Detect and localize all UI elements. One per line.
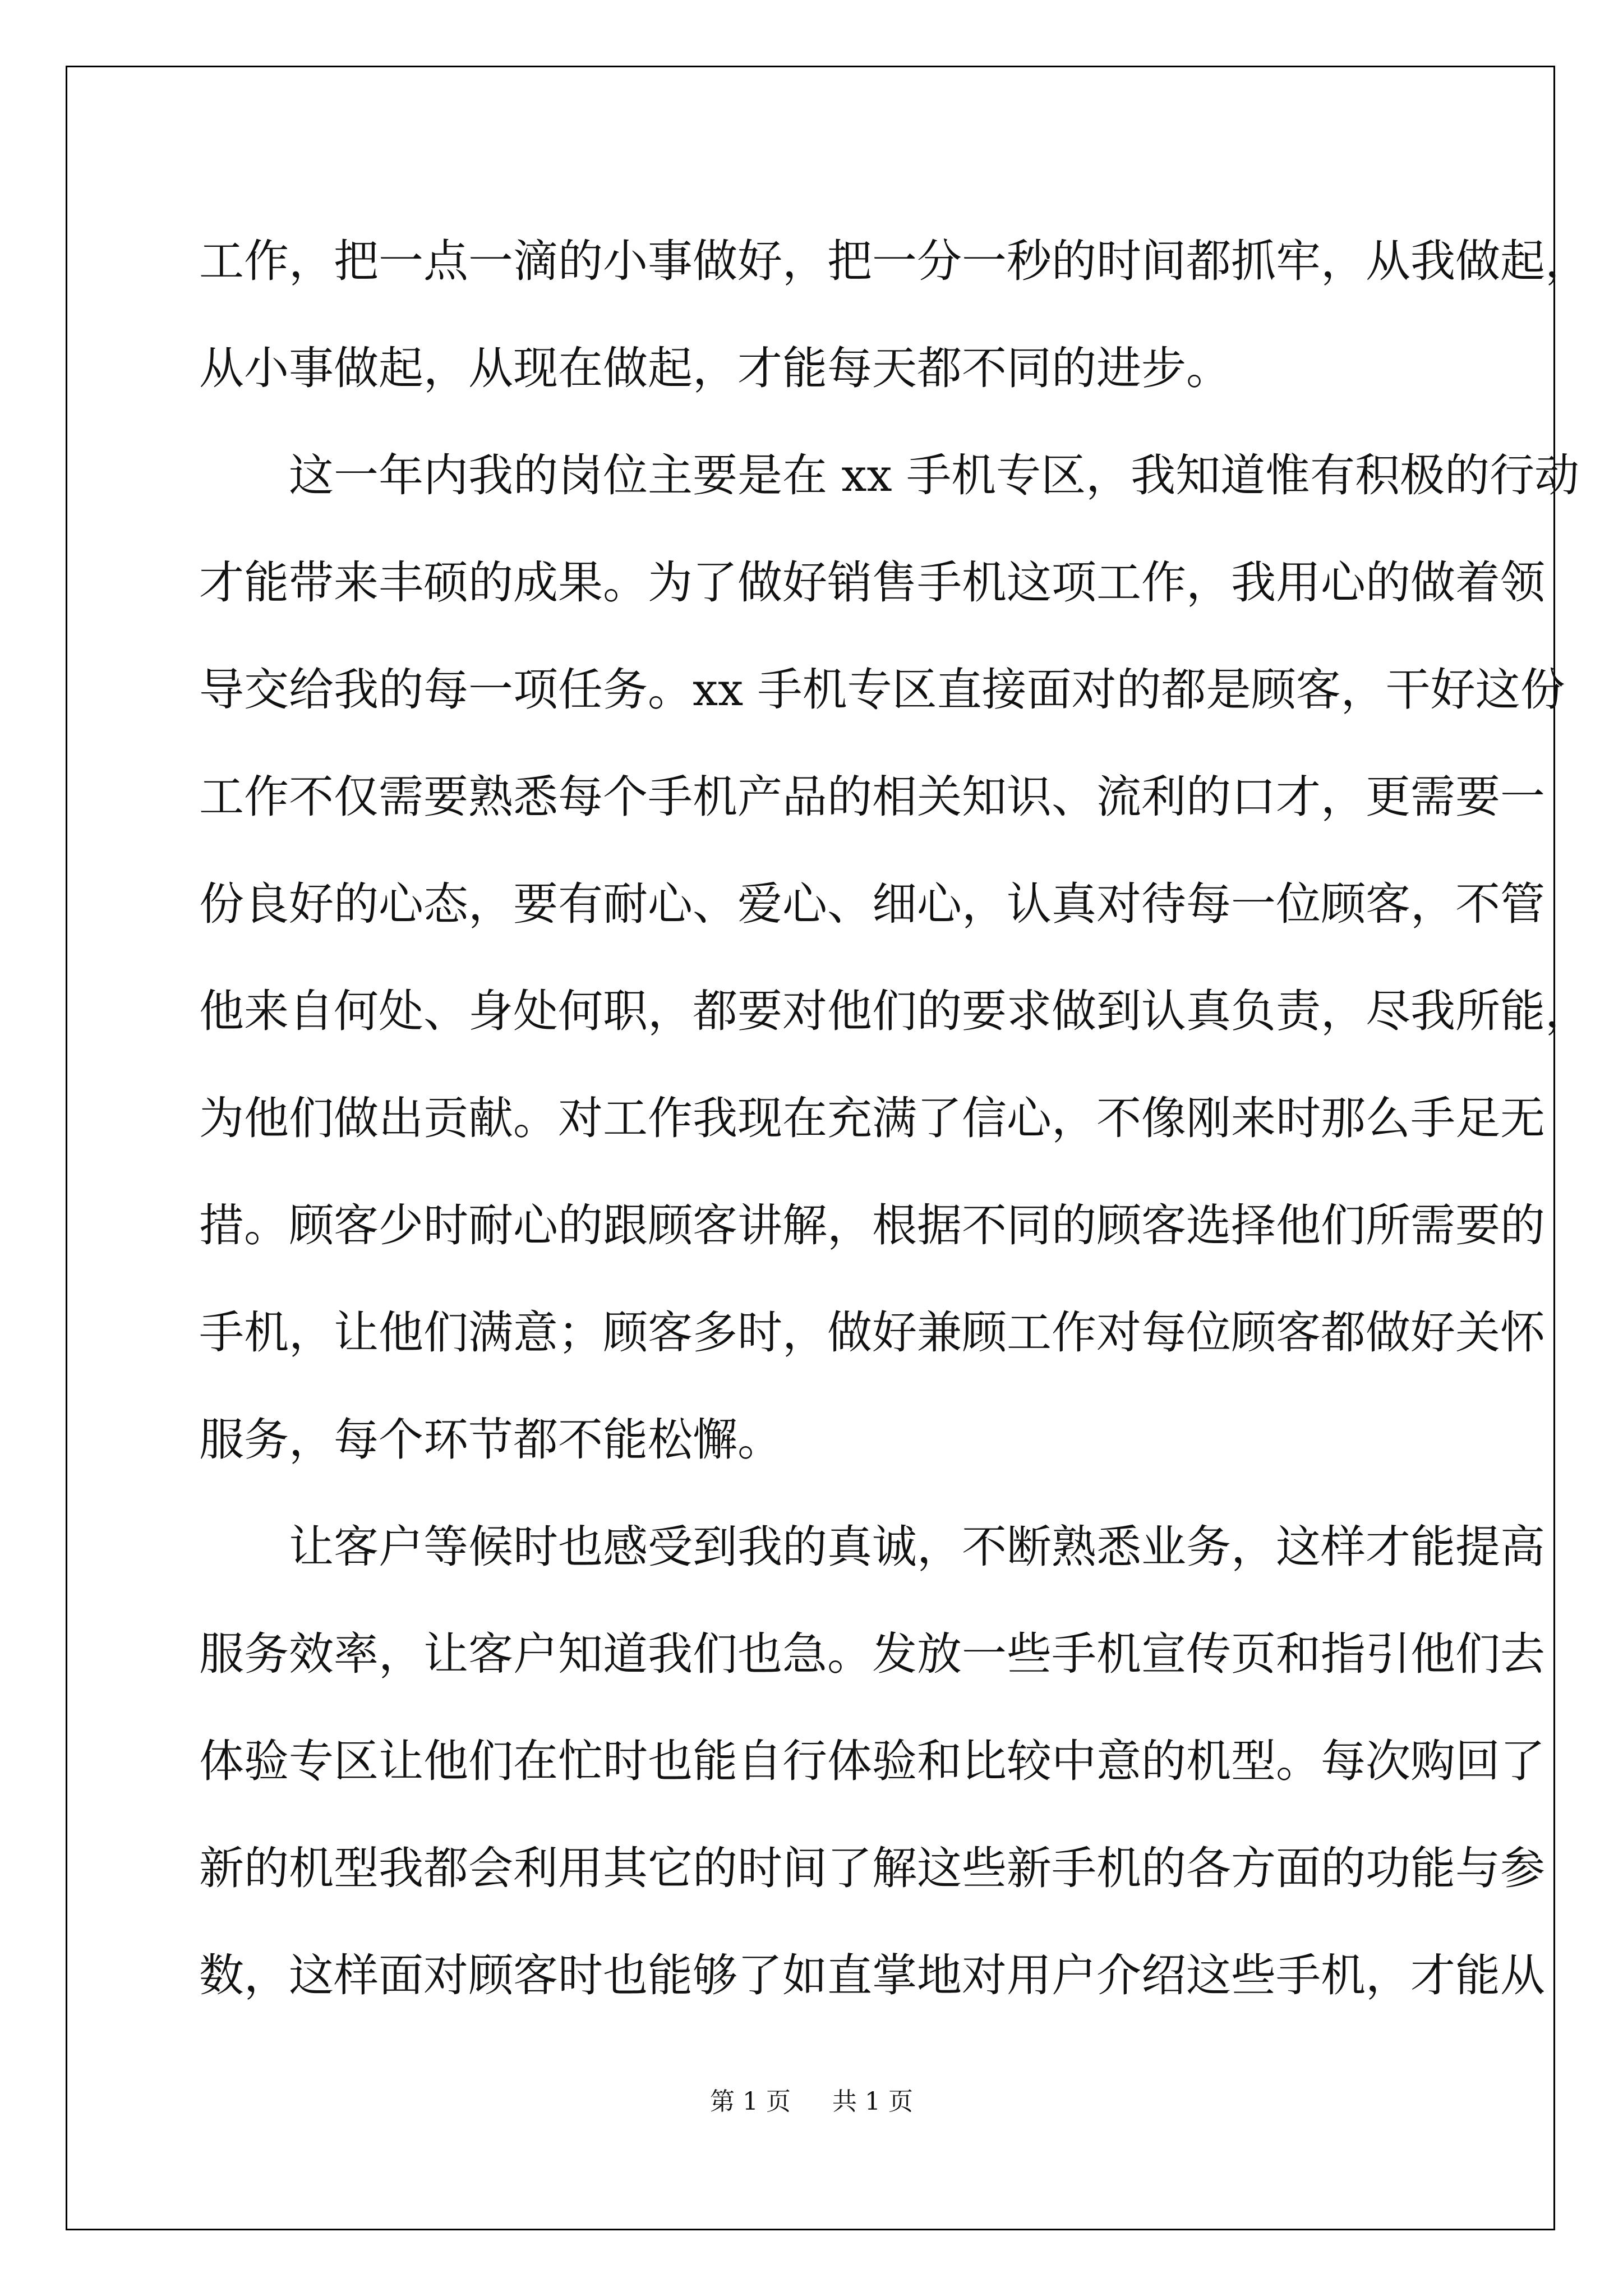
text-line: 工作不仅需要熟悉每个手机产品的相关知识、流利的口才，更需要一 [199,771,1545,823]
text-line: 份良好的心态，要有耐心、爱心、细心，认真对待每一位顾客，不管 [199,878,1545,930]
text-line: 手机，让他们满意；顾客多时，做好兼顾工作对每位顾客都做好关怀 [199,1306,1545,1359]
text-line: 工作，把一点一滴的小事做好，把一分一秒的时间都抓牢，从我做起， [199,235,1590,287]
page-footer [0,2081,1623,2117]
text-line: 服务，每个环节都不能松懈。 [199,1414,782,1466]
document-body [199,208,1590,2029]
text-line: 为他们做出贡献。对工作我现在充满了信心，不像刚来时那么手足无 [199,1092,1545,1144]
text-line: 体验专区让他们在忙时也能自行体验和比较中意的机型。每次购回了 [199,1735,1545,1787]
page-total: 共 1 页 [832,2087,913,2116]
text-line: 措。顾客少时耐心的跟顾客讲解，根据不同的顾客选择他们所需要的 [199,1199,1545,1251]
text-line: 数，这样面对顾客时也能够了如直掌地对用户介绍这些手机，才能从 [199,1949,1545,2001]
text-line: 新的机型我都会利用其它的时间了解这些新手机的各方面的功能与参 [199,1842,1545,1894]
text-line: 这一年内我的岗位主要是在 xx 手机专区，我知道惟有积极的行动 [289,449,1580,501]
text-line: 导交给我的每一项任务。xx 手机专区直接面对的都是顾客，干好这份 [199,664,1565,716]
text-line: 才能带来丰硕的成果。为了做好销售手机这项工作，我用心的做着领 [199,556,1545,609]
text-line: 他来自何处、身处何职，都要对他们的要求做到认真负责，尽我所能， [199,985,1590,1037]
text-line: 从小事做起，从现在做起，才能每天都不同的进步。 [199,342,1231,394]
text-line: 服务效率，让客户知道我们也急。发放一些手机宣传页和指引他们去 [199,1628,1545,1680]
page-number: 第 1 页 [710,2087,791,2116]
text-line: 让客户等候时也感受到我的真诚，不断熟悉业务，这样才能提高 [289,1521,1545,1573]
